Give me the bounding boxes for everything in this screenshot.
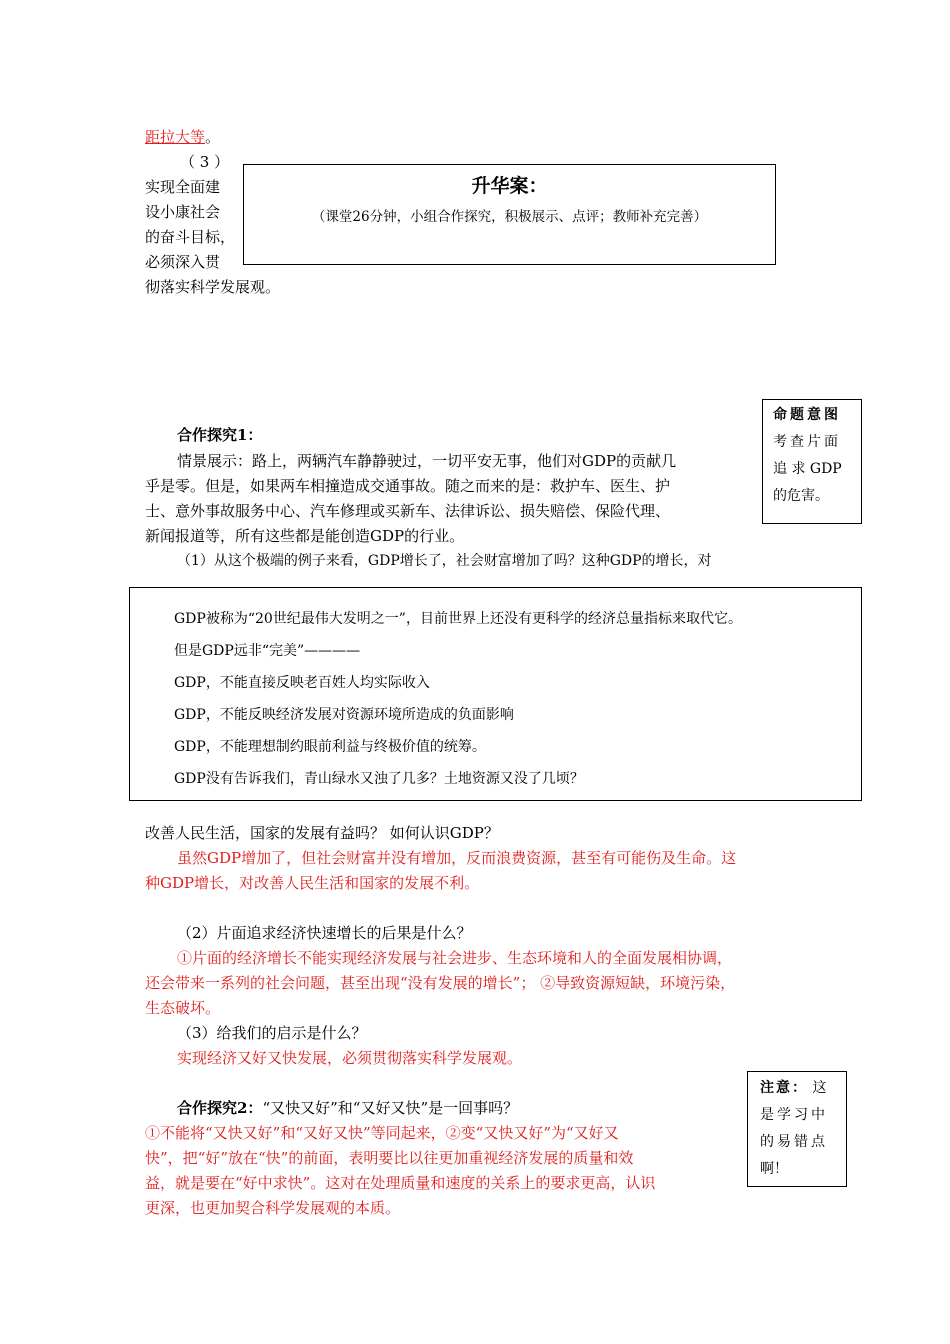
gdp-quote-line-1: GDP被称为“20世纪最伟大发明之一”，目前世界上还没有更科学的经济总量指标来取代它。: [174, 611, 742, 627]
intent-line-1: 考查片面: [773, 434, 841, 450]
left-line-3: 的奋斗目标，: [145, 228, 236, 246]
gdp-quote-line-5: GDP，不能理想制约眼前利益与终极价值的统筹。: [174, 739, 486, 755]
gdp-quote-box: [129, 587, 862, 801]
explore2-heading: 合作探究2：: [177, 1099, 263, 1117]
intent-title: 命题意图: [773, 407, 841, 423]
note-box: [747, 1071, 847, 1187]
explore2-answer-line-1: ①不能将“又快又好”和“又好又快”等同起来，②变“又快又好”为“又好又: [145, 1124, 619, 1142]
note-title: 注意：: [760, 1080, 808, 1096]
left-line-4: 必须深入贯: [145, 253, 221, 271]
left-line-2: 设小康社会: [145, 203, 221, 221]
left-line-5: 彻落实科学发展观。: [145, 278, 281, 296]
sheng-hua-subtitle: （课堂26分钟，小组合作探究，积极展示、点评；教师补充完善）: [311, 209, 708, 225]
left-line-1: 实现全面建: [145, 178, 221, 196]
gdp-quote-line-6: GDP没有告诉我们，青山绿水又浊了几多？土地资源又没了几顷？: [174, 771, 584, 787]
sheng-hua-box: [243, 164, 776, 265]
explore1-para-line-1: 情景展示：路上，两辆汽车静静驶过，一切平安无事，他们对GDP的贡献几: [177, 452, 677, 470]
answer-3: 实现经济又好又快发展，必须贯彻落实科学发展观。: [177, 1049, 523, 1067]
explore2-heading-line: [177, 1098, 518, 1118]
red-link: 距拉大等: [145, 128, 206, 146]
answer-2-line-2: 还会带来一系列的社会问题，甚至出现“没有发展的增长”； ②导致资源短缺，环境污染，: [145, 974, 736, 992]
note-line-3: 啊！: [760, 1161, 788, 1177]
gdp-quote-line-4: GDP，不能反映经济发展对资源环境所造成的负面影响: [174, 707, 514, 723]
note-title-line: [760, 1075, 826, 1102]
gdp-quote-line-3: GDP，不能直接反映老百姓人均实际收入: [174, 675, 430, 691]
note-title-tail: 这: [812, 1080, 827, 1096]
note-line-2: 的易错点: [760, 1134, 828, 1150]
note-line-1: 是学习中: [760, 1107, 828, 1123]
explore2-answer-line-2: 快”，把“好”放在“快”的前面，表明要比以往更加重视经济发展的质量和效: [145, 1149, 634, 1167]
gdp-quote-line-2: 但是GDP远非“完美”————: [174, 643, 361, 659]
explore1-heading: 合作探究1：: [177, 426, 263, 444]
question-3: （3）给我们的启示是什么？: [177, 1024, 367, 1042]
answer-2-line-1: ①片面的经济增长不能实现经济发展与社会进步、生态环境和人的全面发展相协调，: [177, 949, 733, 967]
explore2-answer-line-3: 益，就是要在“好中求快”。这对在处理质量和速度的关系上的要求更高，认识: [145, 1174, 656, 1192]
question-1-line-2: 改善人民生活，国家的发展有益吗？ 如何认识GDP？: [145, 824, 499, 842]
sheng-hua-title: 升华案：: [471, 175, 548, 197]
intent-line-3: 的危害。: [773, 488, 829, 504]
explore1-para-line-2: 乎是零。但是，如果两车相撞造成交通事故。随之而来的是：救护车、医生、护: [145, 477, 671, 495]
red-link-tail: 。: [205, 128, 221, 146]
question-2: （2）片面追求经济快速增长的后果是什么？: [177, 924, 472, 942]
explore2-answer-line-4: 更深，也更加契合科学发展观的本质。: [145, 1199, 401, 1217]
item-number-3: （ 3 ）: [180, 153, 230, 171]
answer-2-line-3: 生态破坏。: [145, 999, 221, 1017]
explore1-para-line-3: 士、意外事故服务中心、汽车修理或买新车、法律诉讼、损失赔偿、保险代理、: [145, 502, 671, 520]
answer-1-line-2: 种GDP增长，对改善人民生活和国家的发展不利。: [145, 874, 480, 892]
red-link-text: [145, 127, 220, 147]
intent-line-2: 追 求 GDP: [773, 461, 842, 477]
explore2-question: “又快又好”和“又好又快”是一回事吗？: [262, 1099, 519, 1117]
explore1-para-line-4: 新闻报道等，所有这些都是能创造GDP的行业。: [145, 527, 465, 545]
intent-box: [762, 399, 862, 524]
question-1-line-1: （1）从这个极端的例子来看，GDP增长了，社会财富增加了吗？这种GDP的增长，对: [177, 553, 712, 569]
answer-1-line-1: 虽然GDP增加了，但社会财富并没有增加，反而浪费资源，甚至有可能伤及生命。这: [177, 849, 737, 867]
